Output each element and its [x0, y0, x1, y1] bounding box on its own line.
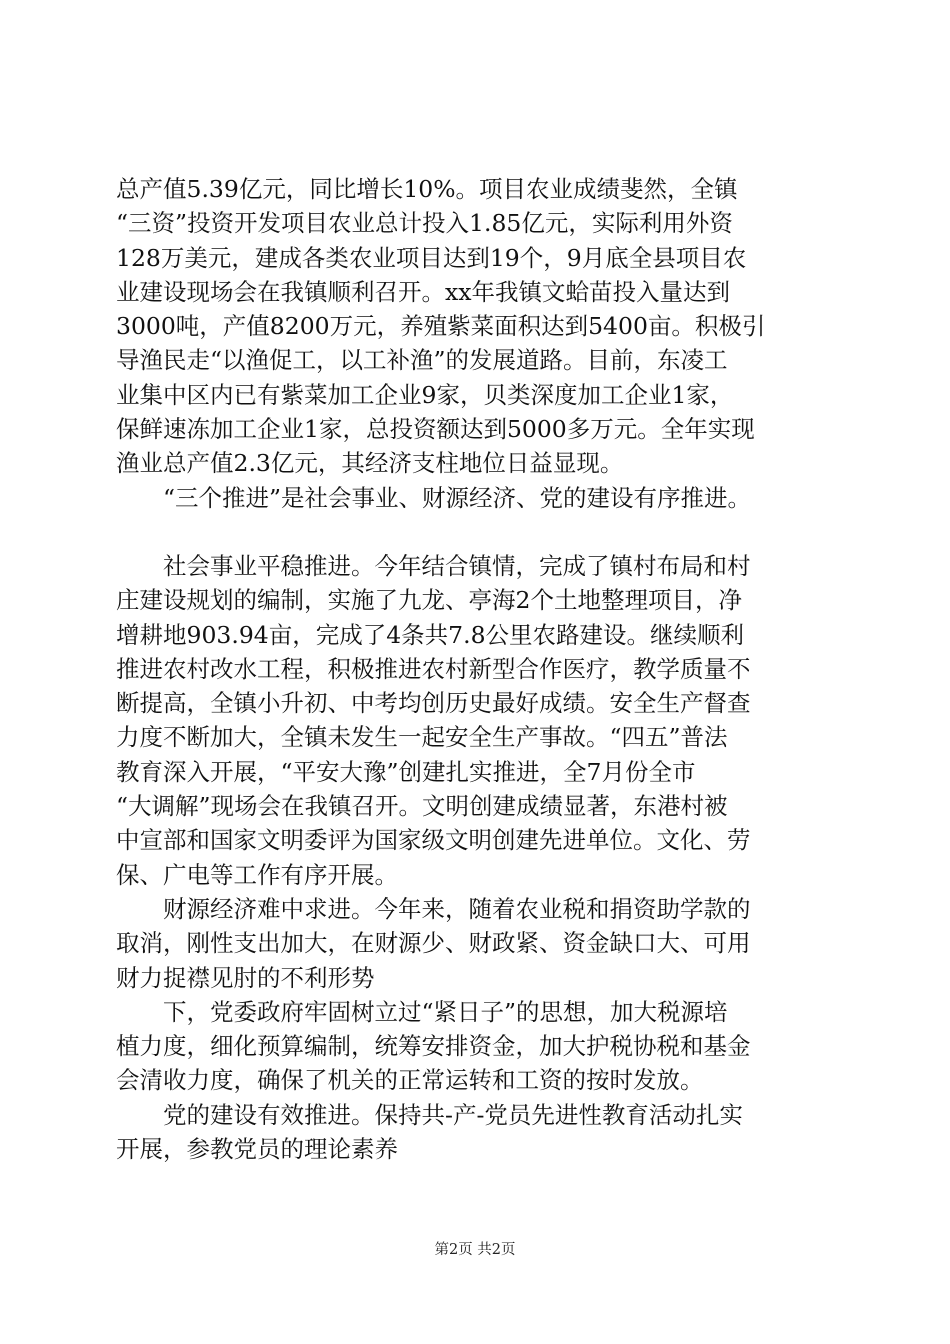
text-line: 取消，刚性支出加大，在财源少、财政紧、资金缺口大、可用 — [116, 929, 751, 958]
text-line: 教育深入开展，“平安大豫”创建扎实推进，全7月份全市 — [116, 757, 696, 786]
text-line: 总产值5.39亿元，同比增长10%。项目农业成绩斐然，全镇 — [116, 175, 738, 203]
text-line: 财力捉襟见肘的不利形势 — [116, 963, 375, 992]
text-line: 导渔民走“以渔促工，以工补渔”的发展道路。目前，东凌工 — [116, 346, 728, 375]
document-body — [116, 172, 846, 1166]
text-line: 保鲜速冻加工企业1家，总投资额达到5000多万元。全年实现 — [116, 415, 755, 444]
text-line: 庄建设规划的编制，实施了九龙、亭海2个土地整理项目，净 — [116, 586, 742, 615]
text-line: 植力度，细化预算编制，统筹安排资金，加大护税协税和基金 — [116, 1032, 751, 1061]
paragraph-gap — [116, 515, 846, 549]
text-line: 会清收力度，确保了机关的正常运转和工资的按时发放。 — [116, 1066, 704, 1095]
text-line: 增耕地903.94亩，完成了4条共7.8公里农路建设。继续顺利 — [116, 620, 745, 649]
text-line: “三资”投资开发项目农业总计投入1.85亿元，实际利用外资 — [116, 209, 733, 238]
text-line: 中宣部和国家文明委评为国家级文明创建先进单位。文化、劳 — [116, 826, 751, 855]
text-line: 力度不断加大，全镇未发生一起安全生产事故。“四五”普法 — [116, 723, 728, 752]
text-line: 财源经济难中求进。今年来，随着农业税和捐资助学款的 — [116, 894, 751, 923]
text-line: 断提高，全镇小升初、中考均创历史最好成绩。安全生产督查 — [116, 689, 751, 718]
text-line: 党的建设有效推进。保持共-产-党员先进性教育活动扎实 — [116, 1100, 743, 1129]
text-line: 下，党委政府牢固树立过“紧日子”的思想，加大税源培 — [116, 997, 728, 1026]
text-line: 业集中区内已有紫菜加工企业9家，贝类深度加工企业1家， — [116, 380, 734, 409]
text-line: 业建设现场会在我镇顺利召开。xx年我镇文蛤苗投入量达到 — [116, 277, 731, 306]
text-line: 3000吨，产值8200万元，养殖紫菜面积达到5400亩。积极引 — [116, 312, 766, 341]
page-footer: 第2页 共2页 — [434, 1242, 516, 1258]
text-line: “三个推进”是社会事业、财源经济、党的建设有序推进。 — [116, 483, 752, 512]
text-line: “大调解”现场会在我镇召开。文明创建成绩显著，东港村被 — [116, 792, 728, 821]
text-line: 渔业总产值2.3亿元，其经济支柱地位日益显现。 — [116, 449, 624, 478]
text-line: 保、广电等工作有序开展。 — [116, 860, 398, 889]
text-line: 开展，参教党员的理论素养 — [116, 1135, 398, 1164]
text-line: 128万美元，建成各类农业项目达到19个，9月底全县项目农 — [116, 243, 747, 272]
text-line: 社会事业平稳推进。今年结合镇情，完成了镇村布局和村 — [116, 551, 751, 580]
text-line: 推进农村改水工程，积极推进农村新型合作医疗，教学质量不 — [116, 654, 751, 683]
